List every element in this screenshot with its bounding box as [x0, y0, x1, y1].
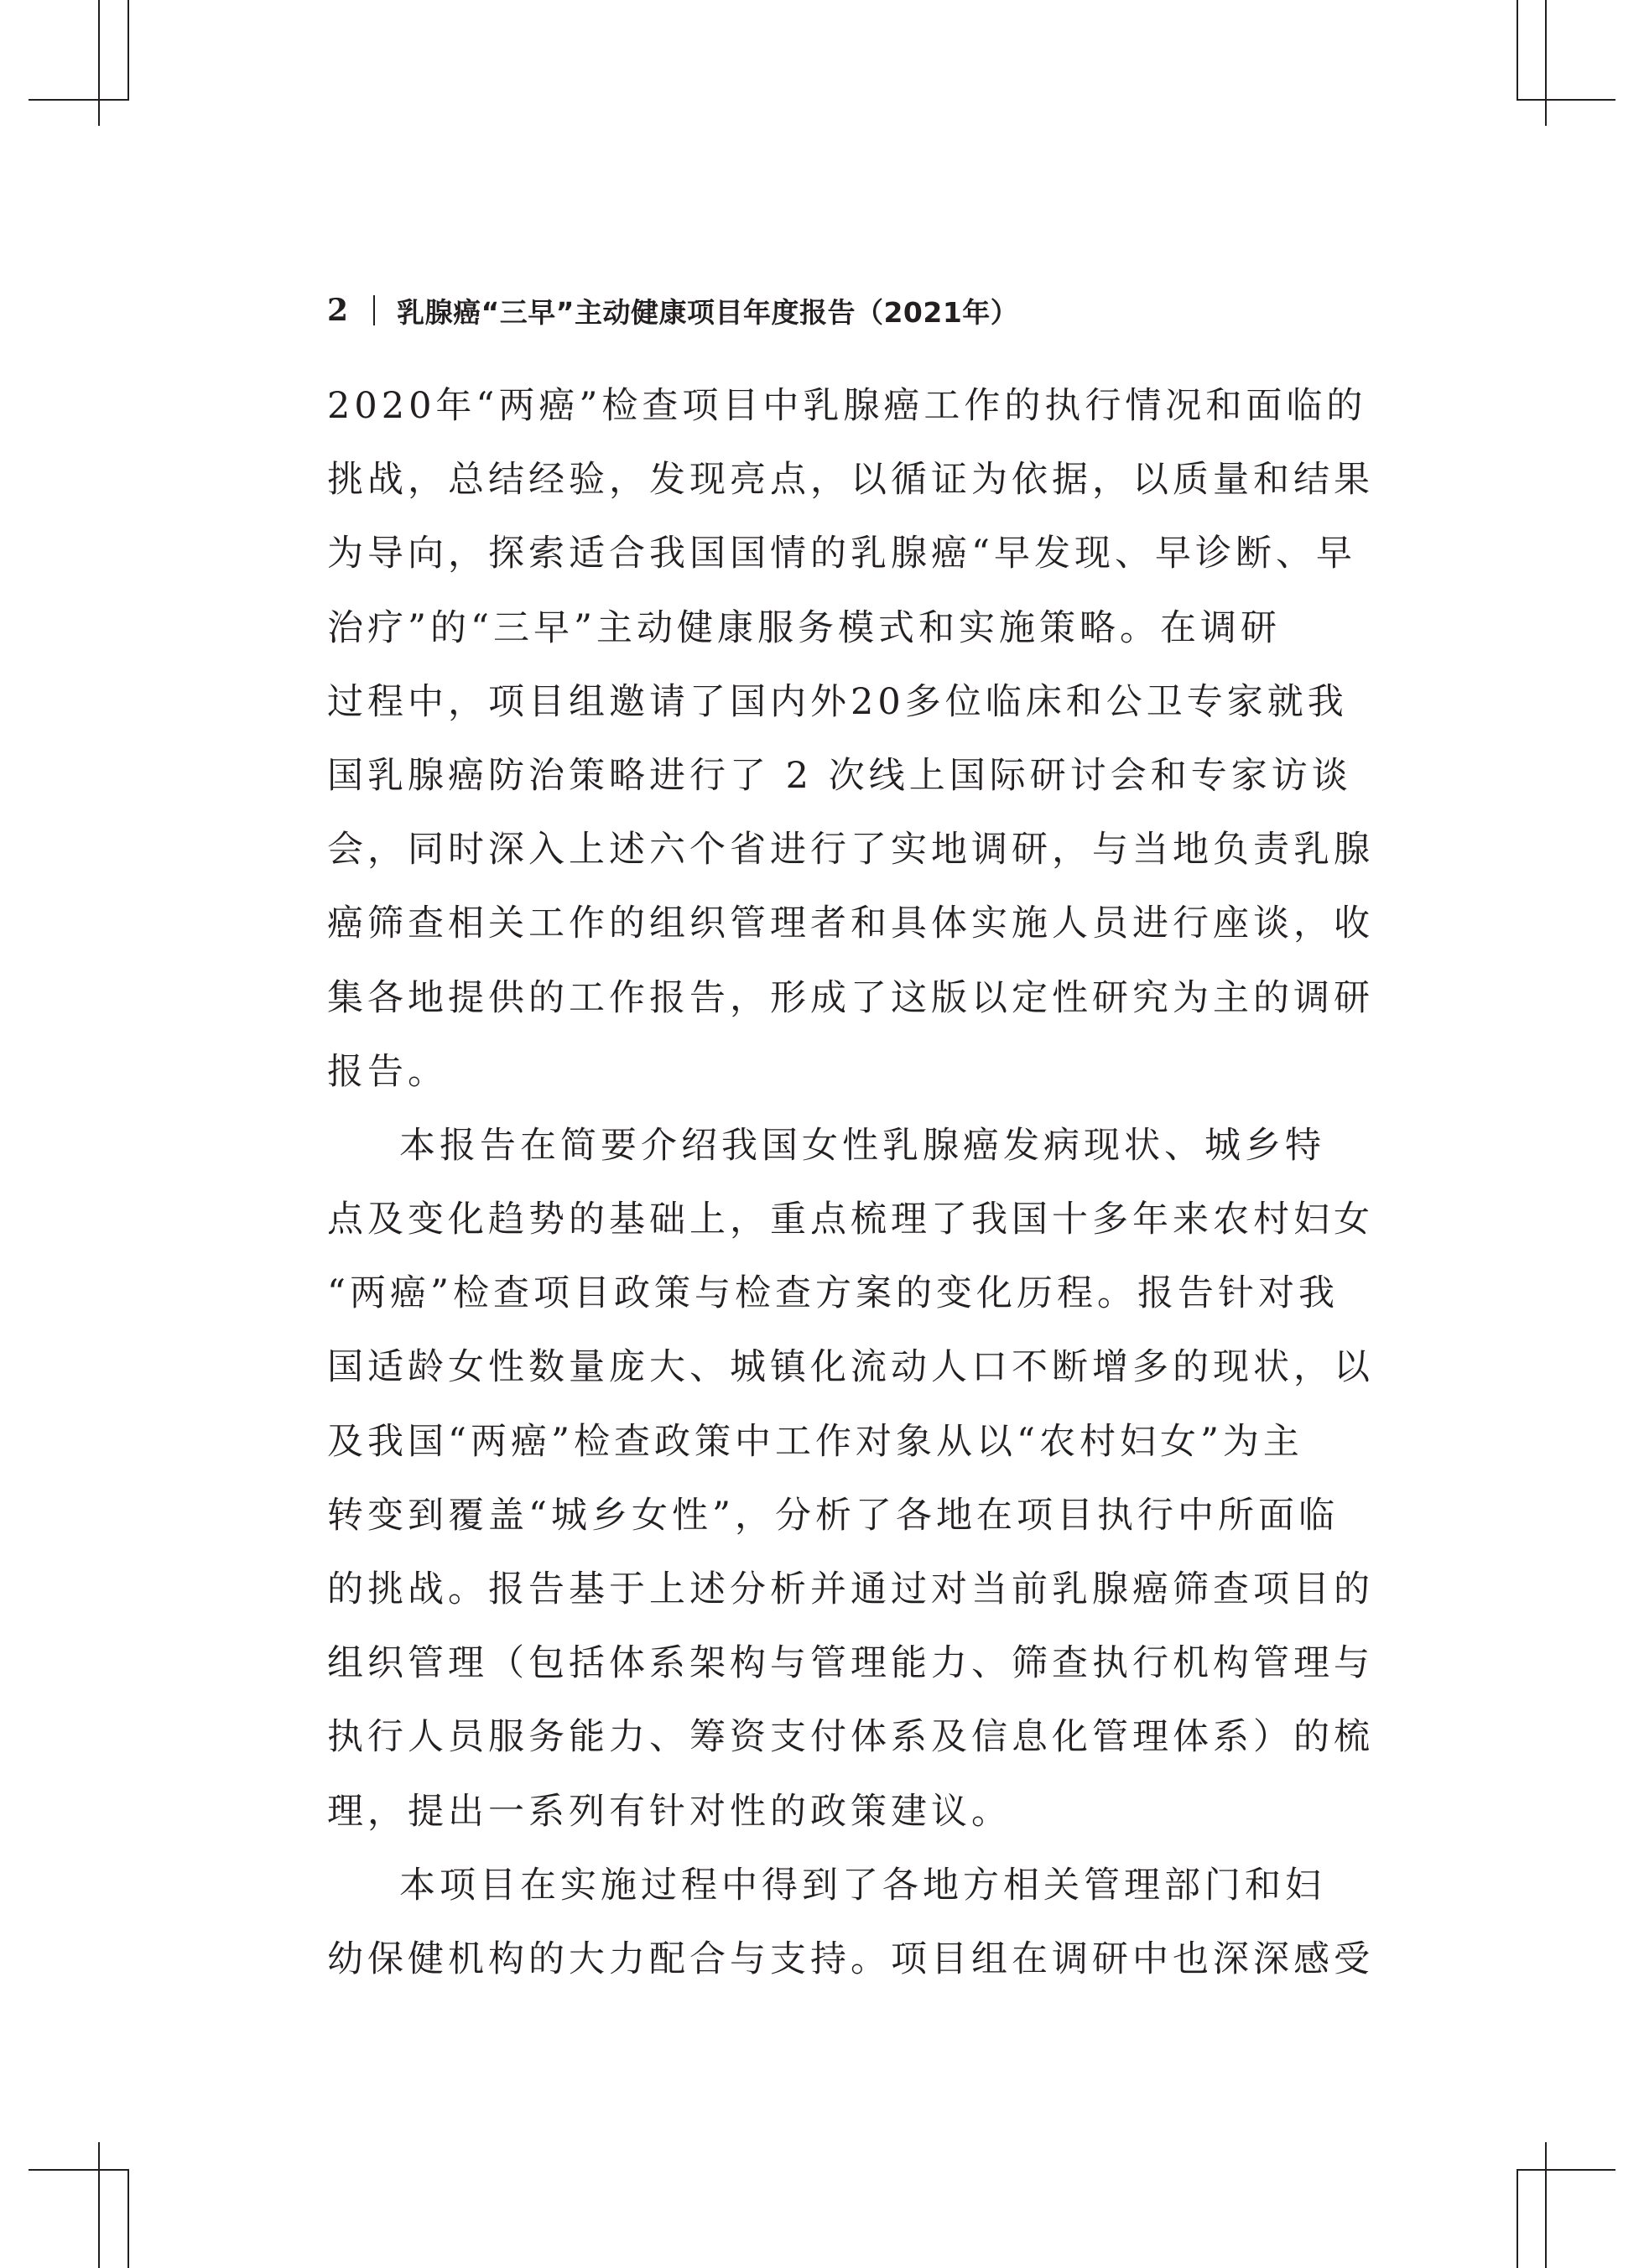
- text-line: 理，提出一系列有针对性的政策建议。: [327, 1790, 1012, 1833]
- text-line: 组织管理（包括体系架构与管理能力、筛查执行机构管理与: [327, 1642, 1374, 1685]
- paragraph-3: [327, 1849, 1374, 1996]
- body-text: [327, 369, 1374, 1996]
- text-line: 治疗”的“三早”主动健康服务模式和实施策略。在调研: [327, 606, 1281, 649]
- paragraph-1: [327, 369, 1374, 1109]
- text-line: 及我国“两癌”检查政策中工作对象从以“农村妇女”为主: [327, 1420, 1303, 1463]
- header-separator: [373, 295, 375, 325]
- text-line: 点及变化趋势的基础上，重点梳理了我国十多年来农村妇女: [327, 1199, 1374, 1241]
- text-line: 执行人员服务能力、筹资支付体系及信息化管理体系）的梳: [327, 1716, 1374, 1759]
- running-title: 乳腺癌“三早”主动健康项目年度报告（2021年）: [397, 295, 1019, 329]
- text-line: 为导向，探索适合我国国情的乳腺癌“早发现、早诊断、早: [327, 533, 1356, 575]
- text-line: 挑战，总结经验，发现亮点，以循证为依据，以质量和结果: [327, 459, 1374, 502]
- text-line: 过程中，项目组邀请了国内外20多位临床和公卫专家就我: [327, 680, 1348, 723]
- running-head: [327, 290, 1018, 330]
- text-line: 本报告在简要介绍我国女性乳腺癌发病现状、城乡特: [399, 1124, 1325, 1167]
- text-line: 国乳腺癌防治策略进行了 2 次线上国际研讨会和专家访谈: [327, 754, 1352, 797]
- page-number: 2: [327, 293, 349, 328]
- text-line: 2020年“两癌”检查项目中乳腺癌工作的执行情况和面临的: [327, 385, 1367, 427]
- text-line: 的挑战。报告基于上述分析并通过对当前乳腺癌筛查项目的: [327, 1568, 1374, 1610]
- text-line: 国适龄女性数量庞大、城镇化流动人口不断增多的现状，以: [327, 1346, 1374, 1389]
- paragraph-2: [327, 1109, 1374, 1849]
- text-line: 集各地提供的工作报告，形成了这版以定性研究为主的调研: [327, 976, 1374, 1019]
- text-line: 幼保健机构的大力配合与支持。项目组在调研中也深深感受: [327, 1938, 1374, 1980]
- text-line: 报告。: [327, 1050, 448, 1093]
- text-line: 本项目在实施过程中得到了各地方相关管理部门和妇: [399, 1864, 1325, 1906]
- text-line: 癌筛查相关工作的组织管理者和具体实施人员进行座谈，收: [327, 903, 1374, 945]
- text-line: 会，同时深入上述六个省进行了实地调研，与当地负责乳腺: [327, 829, 1374, 871]
- text-line: 转变到覆盖“城乡女性”，分析了各地在项目执行中所面临: [327, 1494, 1339, 1537]
- text-line: “两癌”检查项目政策与检查方案的变化历程。报告针对我: [327, 1272, 1339, 1315]
